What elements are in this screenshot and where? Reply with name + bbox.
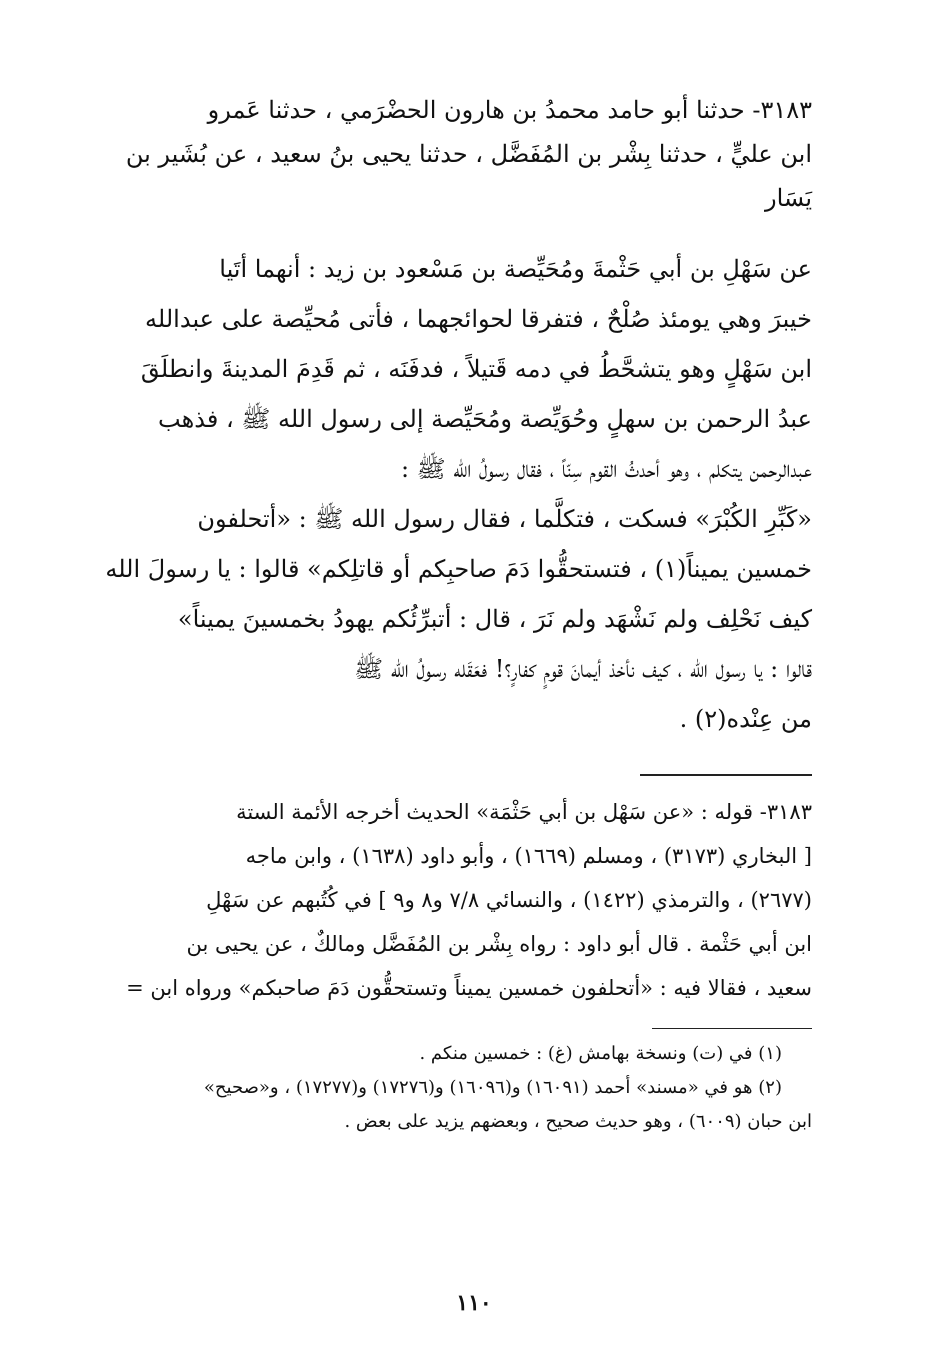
takhrij-line: ٣١٨٣- قوله : «عن سَهْل بن أبي حَثْمَة» الحديث أخرجه الأئمة الستة <box>236 800 812 824</box>
matn-line: من عِنْده(٢) . <box>679 705 812 733</box>
section-divider <box>640 774 812 776</box>
page-number: ١١٠ <box>456 1290 492 1316</box>
isnad-line: يَسَار <box>765 184 812 212</box>
hadith-isnad <box>100 88 812 220</box>
matn-line: خيبرَ وهي يومئذ صُلْحٌ ، فتفرقا لحوائجهما ، فأتى مُحيِّصة على عبدالله <box>145 305 812 333</box>
matn-line: عبدالرحمن يتكلم ، وهو أحدثُ القوم سِنّاً ، فقال رسولُ الله ﷺ : <box>400 455 812 483</box>
footnotes <box>100 1037 812 1139</box>
takhrij-line: [ البخاري (٣١٧٣) ، ومسلم (١٦٦٩) ، وأبو داود (١٦٣٨) ، وابن ماجه <box>245 844 812 868</box>
matn-line: «كَبِّرِ الكُبْرَ» فسكت ، فتكلَّما ، فقال رسول الله ﷺ : «أتحلفون <box>197 505 812 533</box>
matn-line: كيف نَحْلِف ولم نَشْهَد ولم نَرَ ، قال : أتبرِّئُكم يهودُ بخمسينَ يميناً» <box>177 605 812 633</box>
takhrij-section <box>100 790 812 1010</box>
takhrij-line: سعيد ، فقالا فيه : «أتحلفون خمسين يميناً وتستحقُّون دَمَ صاحبكم» ورواه ابن = <box>126 976 812 1000</box>
footnote-line: (٢) هو في «مسند» أحمد (١٦٠٩١) و(١٦٠٩٦) و(١٧٢٧٦) و(١٧٢٧٧) ، و«صحيح» <box>203 1077 782 1098</box>
takhrij-line: (٢٦٧٧) ، والترمذي (١٤٢٢) ، والنسائي ٧/٨ و٨ و٩ ] في كُتُبهم عن سَهْلِ <box>206 888 812 912</box>
matn-line: قالوا : يا رسول الله ، كيف نأخذ أيمانَ قومٍ كفارٍ؟! فعَقَله رسولُ الله ﷺ <box>354 655 812 683</box>
isnad-line: ٣١٨٣- حدثنا أبو حامد محمدُ بن هارون الحضْرَمي ، حدثنا عَمرو <box>207 96 812 124</box>
hadith-matn <box>100 244 812 744</box>
matn-line: عبدُ الرحمن بن سهلٍ وحُوَيِّصة ومُحَيِّصة إلى رسول الله ﷺ ، فذهب <box>158 405 812 433</box>
matn-line: خمسين يميناً(١) ، فتستحقُّوا دَمَ صاحبِكم أو قاتلِكم» قالوا : يا رسولَ الله <box>105 555 812 583</box>
matn-line: ابن سَهْلٍ وهو يتشحَّطُ في دمه قَتيلاً ، فدفَنَه ، ثم قَدِمَ المدينةَ وانطلَقَ <box>140 355 812 383</box>
isnad-line: ابن عليٍّ ، حدثنا بِشْر بن المُفَضَّل ، حدثنا يحيى بنُ سعيد ، عن بُشَير بن <box>125 140 812 168</box>
book-page <box>100 88 812 1139</box>
footnote-line: ابن حبان (٦٠٠٩) ، وهو حديث صحيح ، وبعضهم يزيد على بعض . <box>344 1111 812 1132</box>
footnote-line: (١) في (ت) ونسخة بهامش (غ) : خمسين منكم . <box>419 1043 782 1064</box>
footnote-divider <box>652 1028 812 1029</box>
matn-line: عن سَهْلِ بن أبي حَثْمةَ ومُحَيِّصة بن مَسْعود بن زيد : أنهما أتَيا <box>219 255 812 283</box>
takhrij-line: ابن أبي حَثْمة . قال أبو داود : رواه بِشْر بن المُفَضَّل ومالكٌ ، عن يحيى بن <box>186 932 812 956</box>
